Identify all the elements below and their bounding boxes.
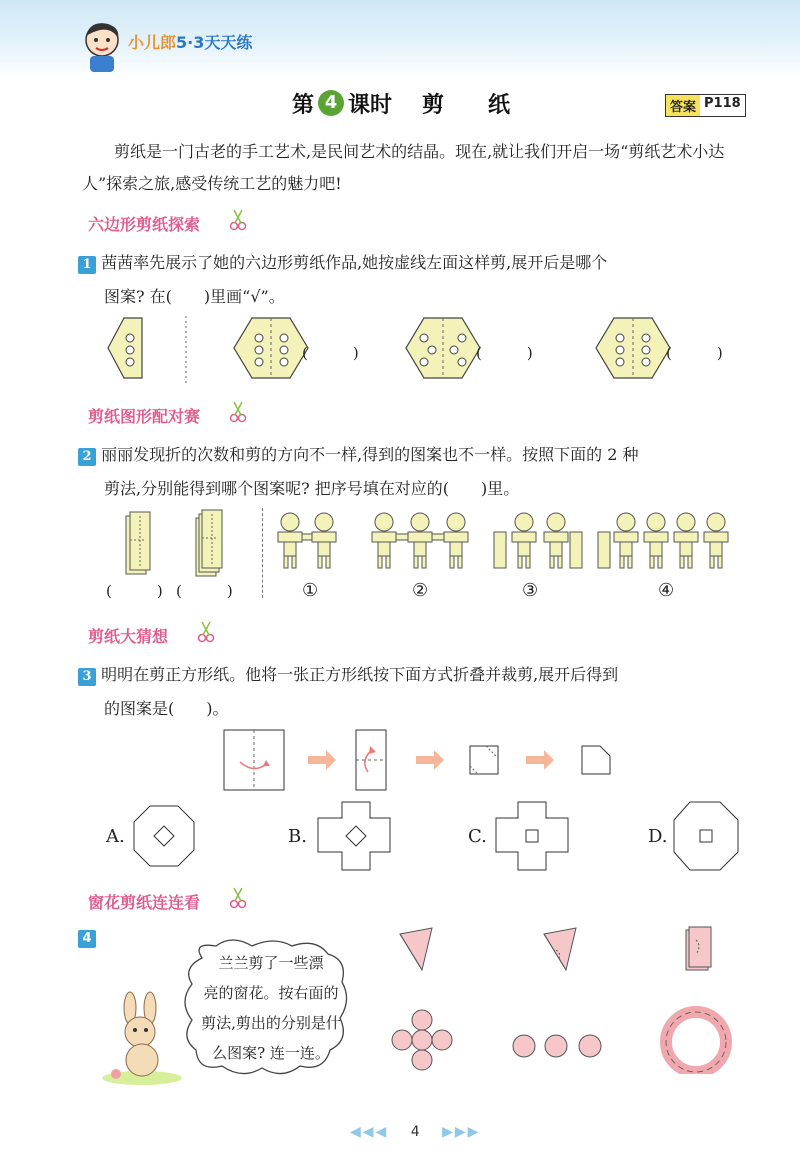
fold-step-2 <box>356 730 386 790</box>
scissors-icon <box>196 620 216 644</box>
section-title-1: 六边形剪纸探索 <box>88 215 201 234</box>
doll-chain-2 <box>372 513 468 568</box>
fold-step-3 <box>470 746 498 774</box>
brand-name: 小儿郎 <box>128 33 177 52</box>
q1-figures <box>100 312 750 392</box>
choice-1: ① <box>302 580 319 601</box>
rabbit-mascot-icon <box>100 990 184 1086</box>
answer-page: P118 <box>700 95 745 116</box>
section-title-3: 剪纸大猜想 <box>88 627 169 646</box>
q2-paper-doll-choices <box>272 512 742 576</box>
doll-chain-3 <box>494 513 582 568</box>
fold-step-4 <box>582 746 610 774</box>
fold-step-1 <box>224 730 284 790</box>
lesson-number-badge: 4 <box>318 90 344 116</box>
flower-row[interactable] <box>513 1035 601 1057</box>
option-d-shape[interactable] <box>674 802 738 870</box>
q2-text-line2: 剪法,分别能得到哪个图案呢? 把序号填在对应的( )里。 <box>104 479 520 498</box>
choice-4: ④ <box>658 580 675 601</box>
q2-folded-papers <box>100 506 250 580</box>
bubble-text <box>196 948 346 1068</box>
flower-cluster[interactable] <box>392 1010 452 1070</box>
title-suffix: 课时 <box>348 92 393 118</box>
option-b-shape[interactable] <box>318 802 390 870</box>
question-3 <box>78 658 748 726</box>
q3-text-line1: 明明在剪正方形纸。他将一张正方形纸按下面方式折叠并裁剪,展开后得到 <box>101 665 619 684</box>
q1-text-line1: 茜茜率先展示了她的六边形剪纸作品,她按虚线左面这样剪,展开后是哪个 <box>101 253 608 272</box>
question-number-2: 2 <box>78 448 96 466</box>
arrow-right-icon <box>526 750 554 770</box>
question-number-1: 1 <box>78 256 96 274</box>
question-number-3: 3 <box>78 668 96 686</box>
folded-paper-triangle-2[interactable] <box>544 928 576 970</box>
q4-window-flowers <box>380 924 750 1074</box>
doll-chain-1 <box>278 513 336 568</box>
option-d-label: D. <box>648 826 668 847</box>
section-title-2: 剪纸图形配对赛 <box>88 407 201 426</box>
page-title <box>292 86 510 120</box>
question-number-4: 4 <box>78 930 96 948</box>
hexagon-option-1 <box>234 318 308 378</box>
question-2 <box>78 438 748 506</box>
q1-answer-blank-3[interactable]: ( ) <box>666 344 723 362</box>
arrow-right-icon <box>416 750 444 770</box>
scissors-icon <box>228 886 248 910</box>
choice-2: ② <box>412 580 429 601</box>
q1-answer-blank-2[interactable]: ( ) <box>476 344 533 362</box>
q1-text-line2: 图案? 在( )里画“√”。 <box>104 287 285 306</box>
question-1 <box>78 246 748 314</box>
doll-chain-4 <box>598 513 728 568</box>
series-name: 5·3天天练 <box>176 33 253 52</box>
scissors-icon <box>228 400 248 424</box>
option-b-label: B. <box>288 826 307 847</box>
divider <box>262 508 264 598</box>
intro-paragraph: 剪纸是一门古老的手工艺术,是民间艺术的结晶。现在,就让我们开启一场“剪纸艺术小达人”探索之旅,感受传统工艺的魅力吧! <box>82 142 725 193</box>
choice-3: ③ <box>522 580 539 601</box>
footer-left-arrows: ◀◀◀ <box>350 1124 389 1140</box>
arrow-right-icon <box>308 750 336 770</box>
bubble-line-3: 剪法,剪出的分别是什 <box>201 1014 341 1032</box>
answer-reference <box>665 94 746 117</box>
title-topic: 剪 纸 <box>422 92 511 118</box>
option-c-shape[interactable] <box>496 802 568 870</box>
boy-mascot-icon <box>78 18 126 74</box>
q2-answer-blank-1[interactable]: ( ) <box>106 582 163 600</box>
folded-hexagon-half <box>108 318 142 378</box>
q1-answer-blank-1[interactable]: ( ) <box>302 344 359 362</box>
answer-label: 答案 <box>670 100 697 115</box>
folded-paper-stack-1 <box>126 512 150 574</box>
q3-option-shapes[interactable] <box>130 800 746 874</box>
q2-text-line1: 丽丽发现折的次数和剪的方向不一样,得到的图案也不一样。按照下面的 2 种 <box>101 445 639 464</box>
bubble-line-1: 兰兰剪了一些漂 <box>218 954 324 972</box>
q3-text-line2: 的图案是( )。 <box>104 699 229 718</box>
title-prefix: 第 <box>292 92 315 118</box>
page-footer <box>350 1124 480 1140</box>
section-title-4: 窗花剪纸连连看 <box>88 893 201 912</box>
folded-paper-triangle-1[interactable] <box>400 928 432 970</box>
q3-folding-steps <box>220 728 620 792</box>
page-number: 4 <box>410 1124 420 1140</box>
q2-answer-blank-2[interactable]: ( ) <box>176 582 233 600</box>
folded-paper-stack-3[interactable] <box>686 927 711 970</box>
scissors-icon <box>228 208 248 232</box>
option-a-label: A. <box>106 826 125 847</box>
footer-right-arrows: ▶▶▶ <box>442 1124 481 1140</box>
bubble-line-2: 亮的窗花。按右面的 <box>203 984 339 1002</box>
hexagon-option-2 <box>406 318 480 378</box>
bubble-line-4: 么图案? 连一连。 <box>212 1044 330 1062</box>
option-a-shape[interactable] <box>134 806 194 866</box>
folded-paper-stack-2 <box>196 510 222 576</box>
flower-ring[interactable] <box>666 1012 726 1072</box>
option-c-label: C. <box>468 826 487 847</box>
hexagon-option-3 <box>596 318 670 378</box>
